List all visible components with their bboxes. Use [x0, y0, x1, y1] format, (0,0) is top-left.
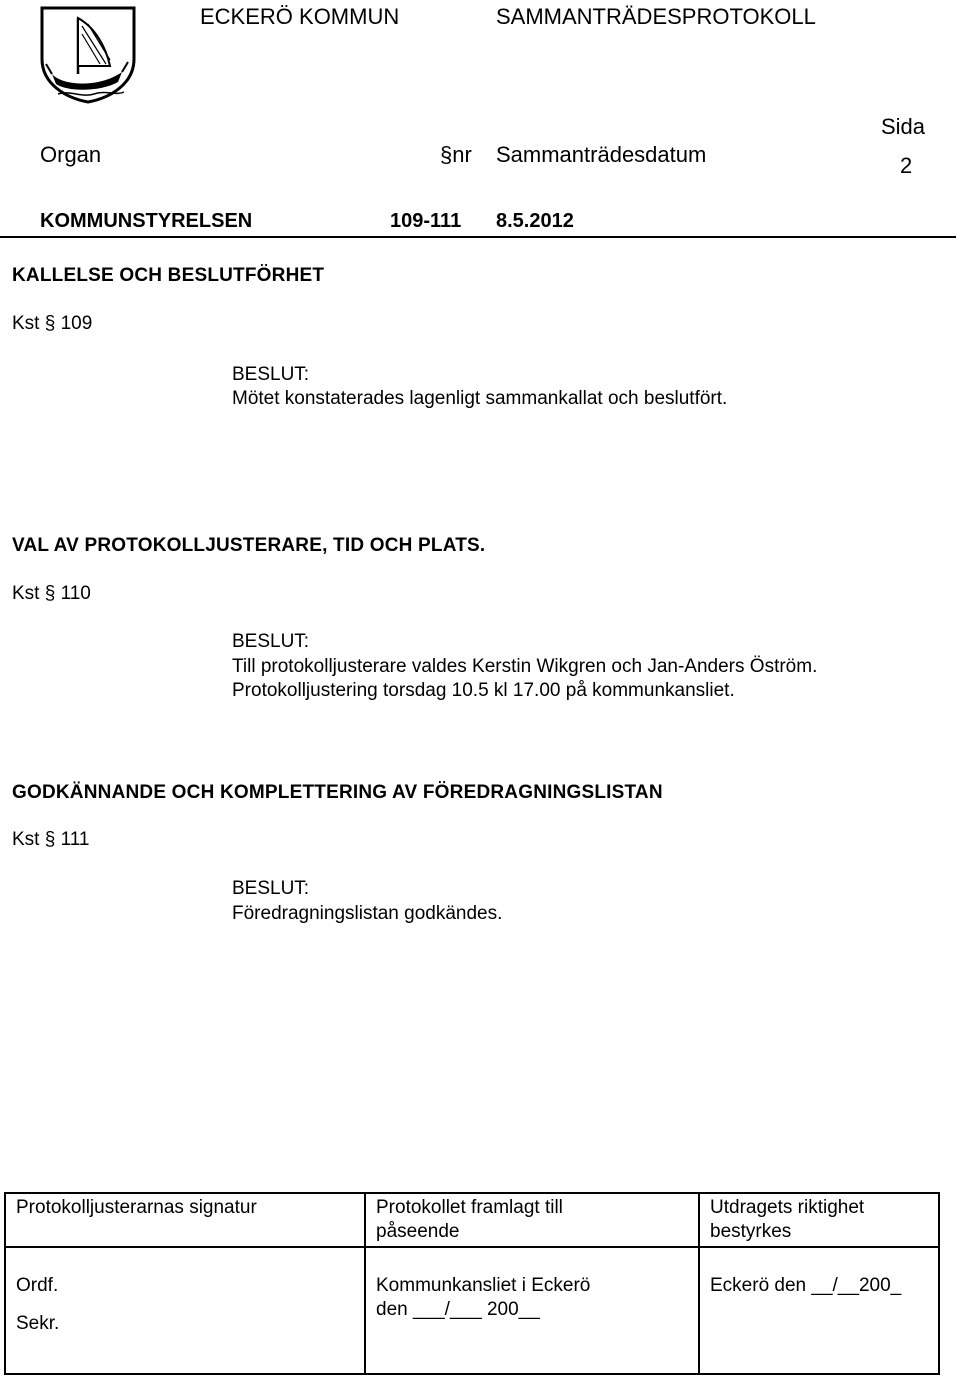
signature-header-cell [5, 1193, 365, 1247]
page-label: Sida [881, 114, 926, 139]
signature-cell [5, 1247, 365, 1374]
document-type: SAMMANTRÄDESPROTOKOLL [496, 4, 816, 29]
certification-header-line: Utdragets riktighet [710, 1197, 865, 1218]
section-heading: KALLELSE OCH BESLUTFÖRHET [12, 265, 325, 286]
certification-cell [699, 1247, 939, 1374]
organ-label: Organ [40, 142, 102, 167]
posting-place: Kommunkansliet i Eckerö [376, 1275, 591, 1296]
certification-header-cell [699, 1193, 939, 1247]
date-label: Sammanträdesdatum [496, 142, 707, 167]
decision-label: BESLUT: [232, 631, 310, 652]
posting-date: den ___/___ 200__ [376, 1299, 540, 1320]
nr-value: 109-111 [390, 210, 462, 232]
decision-text: Protokolljustering torsdag 10.5 kl 17.00 på kommunkansliet. [232, 680, 735, 701]
kst-number: Kst § 109 [12, 313, 93, 334]
nr-label: §nr [440, 142, 472, 167]
organ-value: KOMMUNSTYRELSEN [40, 210, 253, 232]
kst-number: Kst § 110 [12, 583, 91, 604]
signature-header: Protokolljusterarnas signatur [16, 1197, 257, 1218]
municipality-name: ECKERÖ KOMMUN [200, 4, 400, 29]
decision-text: Till protokolljusterare valdes Kerstin Wikgren och Jan-Anders Öström. [232, 656, 818, 677]
secretary-label: Sekr. [16, 1313, 60, 1334]
decision-text: Mötet konstaterades lagenligt sammankallat och beslutfört. [232, 388, 728, 409]
section-heading: GODKÄNNANDE OCH KOMPLETTERING AV FÖREDRAGNINGSLISTAN [12, 782, 663, 803]
date-value: 8.5.2012 [496, 210, 574, 232]
posting-cell [365, 1247, 699, 1374]
certification-header-line: bestyrkes [710, 1221, 792, 1242]
section-heading: VAL AV PROTOKOLLJUSTERARE, TID OCH PLATS. [12, 535, 486, 556]
posting-header-cell [365, 1193, 699, 1247]
ship-crest-icon [38, 4, 138, 104]
decision-label: BESLUT: [232, 878, 310, 899]
posting-header-line: påseende [376, 1221, 460, 1242]
decision-text: Föredragningslistan godkändes. [232, 903, 503, 924]
posting-header-line: Protokollet framlagt till [376, 1197, 563, 1218]
signature-table [4, 1192, 940, 1375]
kst-number: Kst § 111 [12, 829, 90, 850]
header-divider [0, 236, 956, 238]
certification-date: Eckerö den __/__200_ [710, 1275, 902, 1296]
chairman-label: Ordf. [16, 1275, 59, 1296]
decision-label: BESLUT: [232, 364, 310, 385]
page-number: 2 [900, 153, 913, 178]
